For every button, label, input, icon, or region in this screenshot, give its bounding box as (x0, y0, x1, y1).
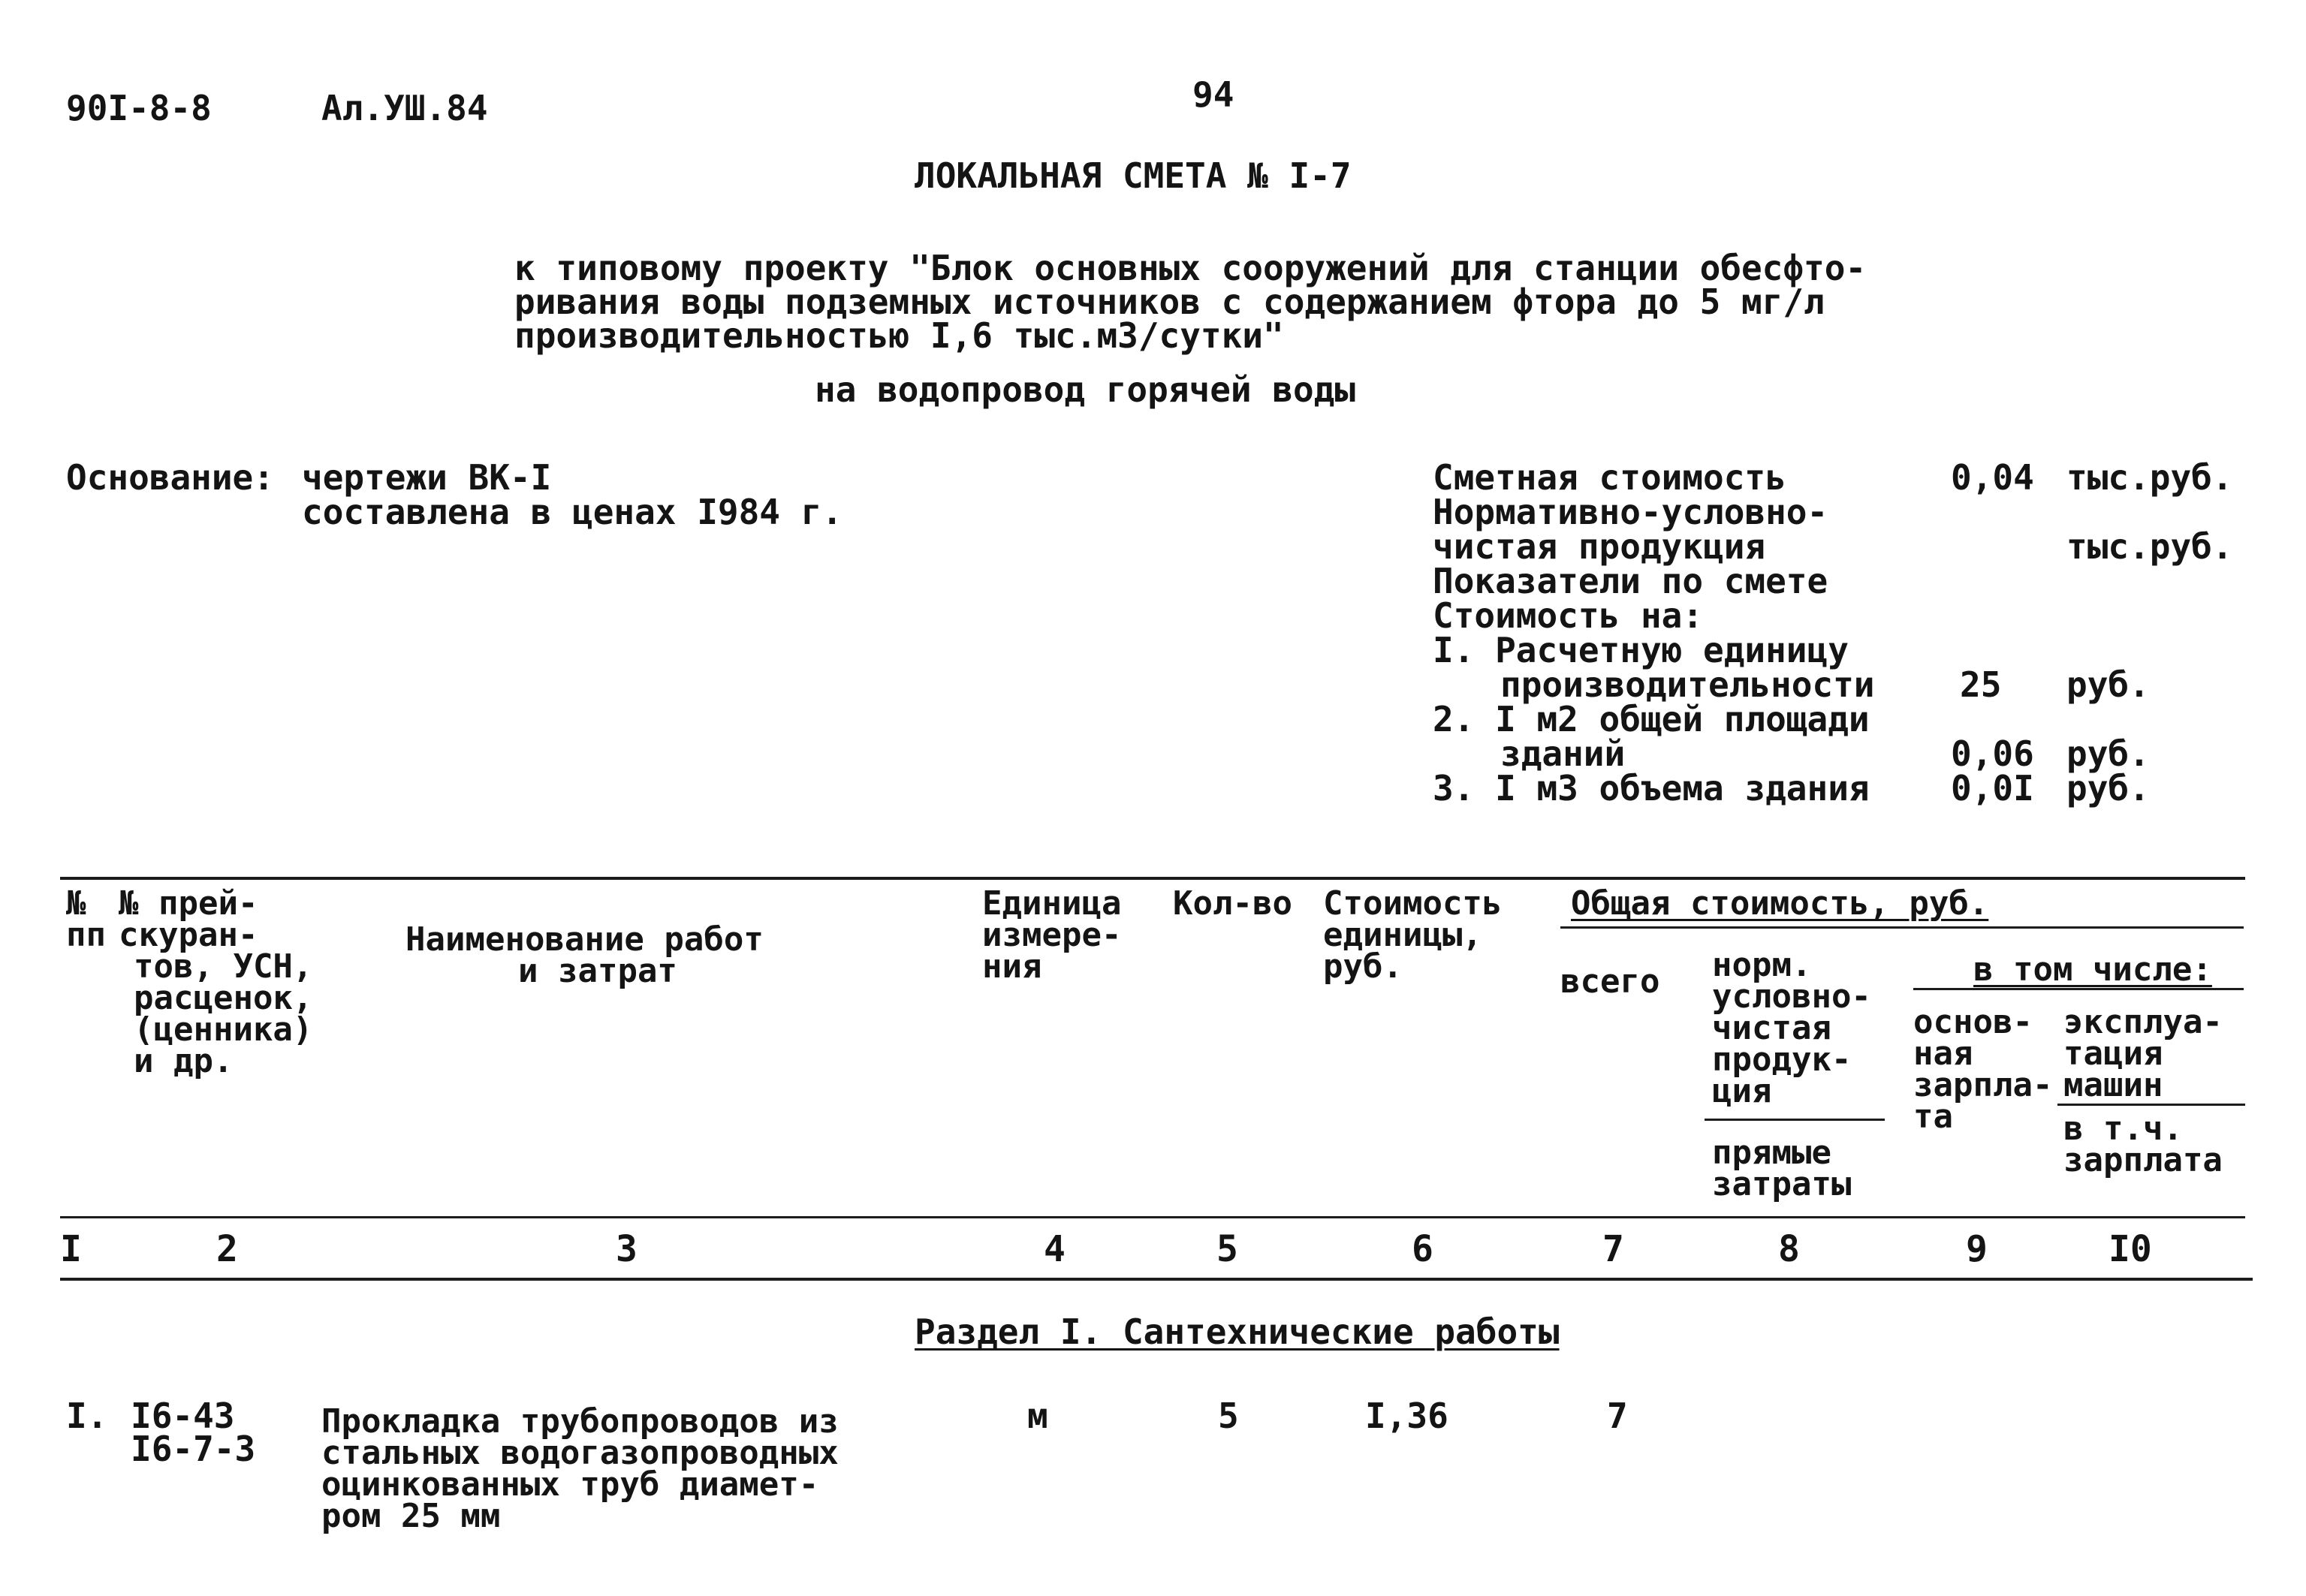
album-ref: Ал.УШ.84 (321, 88, 488, 128)
col8-header-3: чистая (1712, 1009, 1831, 1047)
item2-label-2: зданий (1500, 733, 1626, 774)
item3-value: 0,0I (1951, 768, 2034, 809)
col-number-5: 5 (1216, 1228, 1238, 1270)
col1-header-1: № (66, 884, 86, 923)
col6-header-2: единицы, (1323, 916, 1482, 954)
col-number-8: 8 (1778, 1228, 1800, 1270)
col-number-4: 4 (1044, 1228, 1066, 1270)
col-number-1: I (60, 1228, 82, 1270)
item3-unit: руб. (2066, 768, 2150, 809)
col1-header-2: пп (66, 916, 106, 954)
item1-unit: руб. (2066, 664, 2150, 705)
col2-header-4: расценок, (134, 979, 313, 1017)
col10-header-1: эксплуа- (2063, 1003, 2223, 1041)
row1-num: I. (66, 1396, 108, 1436)
col8-header-2: условно- (1712, 977, 1871, 1016)
row1-name-4: ром 25 мм (321, 1497, 501, 1535)
col4-header-1: Единица (982, 884, 1122, 923)
document-title: ЛОКАЛЬНАЯ СМЕТА № I-7 (915, 155, 1352, 196)
col7-header: всего (1560, 962, 1660, 1001)
normative-label-2: чистая продукция (1433, 526, 1766, 567)
col10b-header-1: в т.ч. (2063, 1110, 2183, 1148)
col2-header-3: тов, УСН, (134, 947, 313, 986)
item1-value: 25 (1960, 664, 2002, 705)
including-group-rule (1913, 988, 2244, 990)
col2-header-5: (ценника) (134, 1010, 313, 1049)
item2-value: 0,06 (1951, 733, 2034, 774)
indicators-label: Показатели по смете (1433, 561, 1828, 601)
col2-header-2: скуран- (119, 916, 258, 954)
row1-qty: 5 (1218, 1396, 1239, 1436)
col6-header-3: руб. (1323, 947, 1403, 986)
col10-header-2: тация (2063, 1034, 2163, 1073)
col5-header: Кол-во (1173, 884, 1292, 923)
col9-header-3: зарпла- (1913, 1066, 2053, 1104)
estimated-cost-label: Сметная стоимость (1433, 457, 1786, 498)
col-number-9: 9 (1966, 1228, 1988, 1270)
basis-prices: составлена в ценах I984 г. (302, 492, 843, 532)
col10-split-rule (2057, 1104, 2245, 1106)
total-group-rule (1560, 926, 2244, 929)
including-group-header: в том числе: (1973, 950, 2212, 989)
row1-code-1: I6-43 (131, 1396, 235, 1436)
col9-header-4: та (1913, 1098, 1953, 1136)
col-number-6: 6 (1412, 1228, 1433, 1270)
header-bottom-rule (60, 1216, 2245, 1218)
col3-header-1: Наименование работ (405, 920, 764, 959)
col8-split-rule (1705, 1119, 1885, 1121)
row1-total: 7 (1607, 1396, 1628, 1436)
estimated-cost-value: 0,04 (1951, 457, 2034, 498)
col8b-header-2: затраты (1712, 1165, 1852, 1203)
subtitle-line-2: ривания воды подземных источников с содержанием фтора до 5 мг/л (514, 282, 1825, 322)
col8b-header-1: прямые (1712, 1134, 1831, 1172)
col4-header-2: измере- (982, 916, 1122, 954)
numbers-bottom-rule (60, 1278, 2253, 1281)
basis-drawings: чертежи ВК-I (302, 457, 552, 498)
col10-header-3: машин (2063, 1066, 2163, 1104)
col10b-header-2: зарплата (2063, 1141, 2223, 1179)
col-number-2: 2 (216, 1228, 238, 1270)
col-number-7: 7 (1602, 1228, 1624, 1270)
col3-header-2: и затрат (518, 952, 677, 990)
col8-header-1: норм. (1712, 946, 1812, 984)
item1-label-2: производительности (1500, 664, 1875, 705)
row1-name-3: оцинкованных труб диамет- (321, 1465, 819, 1504)
basis-label: Основание: (66, 457, 274, 498)
subtitle-line-1: к типовому проекту "Блок основных сооружений для станции обесфто- (514, 248, 1867, 288)
item1-label-1: I. Расчетную единицу (1433, 630, 1849, 670)
col9-header-1: основ- (1913, 1003, 2033, 1041)
row1-code-2: I6-7-3 (131, 1429, 256, 1469)
table-top-rule (60, 877, 2245, 880)
col4-header-3: ния (982, 947, 1042, 986)
scope-line: на водопровод горячей воды (815, 369, 1356, 410)
page-number: 94 (1192, 74, 1234, 115)
col-number-3: 3 (616, 1228, 638, 1270)
item2-unit: руб. (2066, 733, 2150, 774)
section-title: Раздел I. Сантехнические работы (915, 1311, 1560, 1352)
col2-header-1: № прей- (119, 884, 258, 923)
normative-label-1: Нормативно-условно- (1433, 492, 1828, 532)
col2-header-6: и др. (134, 1042, 234, 1080)
col9-header-2: ная (1913, 1034, 1973, 1073)
row1-unit-cost: I,36 (1365, 1396, 1448, 1436)
row1-name-2: стальных водогазопроводных (321, 1434, 839, 1472)
subtitle-line-3: производительностью I,6 тыс.м3/сутки" (514, 315, 1284, 356)
col8-header-4: продук- (1712, 1040, 1852, 1079)
item2-label-1: 2. I м2 общей площади (1433, 699, 1870, 739)
estimated-cost-unit: тыс.руб. (2066, 457, 2233, 498)
row1-unit: м (1027, 1396, 1048, 1436)
col6-header-1: Стоимость (1323, 884, 1503, 923)
total-cost-group-header: Общая стоимость, руб. (1571, 884, 1989, 923)
cost-per-label: Стоимость на: (1433, 595, 1704, 636)
doc-code: 90I-8-8 (66, 88, 212, 128)
item3-label: 3. I м3 объема здания (1433, 768, 1870, 809)
col-number-10: I0 (2109, 1228, 2152, 1270)
col8-header-5: ция (1712, 1072, 1772, 1110)
row1-name-1: Прокладка трубопроводов из (321, 1402, 839, 1441)
normative-unit: тыс.руб. (2066, 526, 2233, 567)
